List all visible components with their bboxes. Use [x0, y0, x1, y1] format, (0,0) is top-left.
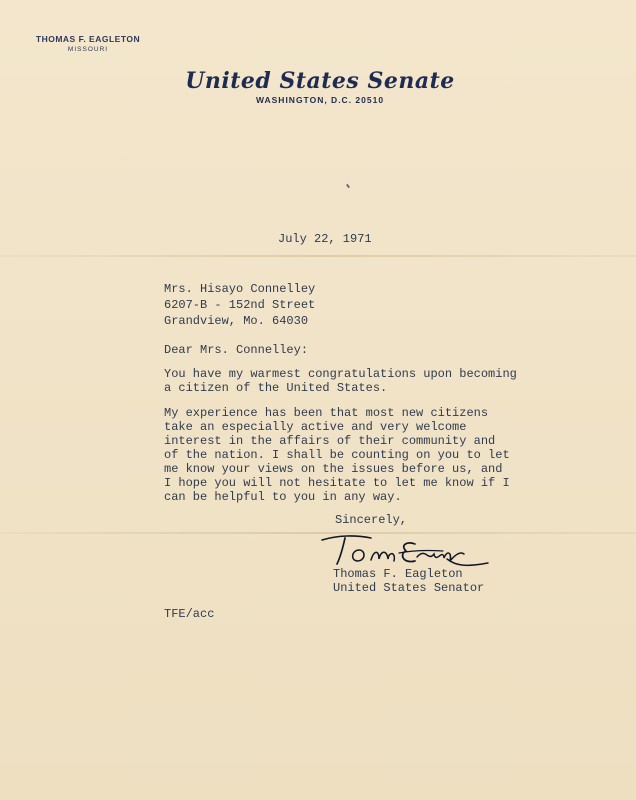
- letterhead: [160, 68, 480, 105]
- body-line: interest in the affairs of their community and: [164, 434, 496, 448]
- closing: Sincerely,: [335, 513, 408, 527]
- body-line: You have my warmest congratulations upon becoming: [164, 367, 517, 381]
- sender-block: [22, 34, 154, 53]
- signer-title: United States Senator: [333, 581, 485, 595]
- body-line: My experience has been that most new citizens: [164, 406, 489, 420]
- body-line: can be helpful to you in any way.: [164, 490, 402, 504]
- salutation: Dear Mrs. Connelley:: [164, 343, 309, 357]
- ink-mark: [346, 184, 350, 188]
- letterhead-title: United States Senate: [185, 68, 455, 94]
- body-line: of the nation. I shall be counting on you to let: [164, 448, 510, 462]
- signer-name: Thomas F. Eagleton: [333, 567, 463, 581]
- recipient-city: Grandview, Mo. 64030: [164, 314, 309, 328]
- letter-date: July 22, 1971: [278, 232, 372, 246]
- body-paragraph-1: [164, 367, 517, 395]
- body-paragraph-2: [164, 406, 510, 504]
- recipient-name: Mrs. Hisayo Connelley: [164, 282, 316, 296]
- recipient-street: 6207-B - 152nd Street: [164, 298, 316, 312]
- paper-fold-line: [0, 255, 636, 257]
- handwritten-signature: [316, 530, 494, 570]
- sender-state: MISSOURI: [67, 46, 109, 53]
- body-line: take an especially active and very welcome: [164, 420, 467, 434]
- signer-block: [333, 567, 484, 595]
- body-line: I hope you will not hesitate to let me know if I: [164, 476, 510, 490]
- letterhead-address: WASHINGTON, D.C. 20510: [255, 95, 385, 105]
- body-line: a citizen of the United States.: [164, 381, 388, 395]
- sender-name: THOMAS F. EAGLETON: [35, 34, 141, 44]
- body-line: me know your views on the issues before us, and: [164, 462, 503, 476]
- recipient-address: [164, 281, 315, 329]
- reference-initials: TFE/acc: [164, 607, 215, 621]
